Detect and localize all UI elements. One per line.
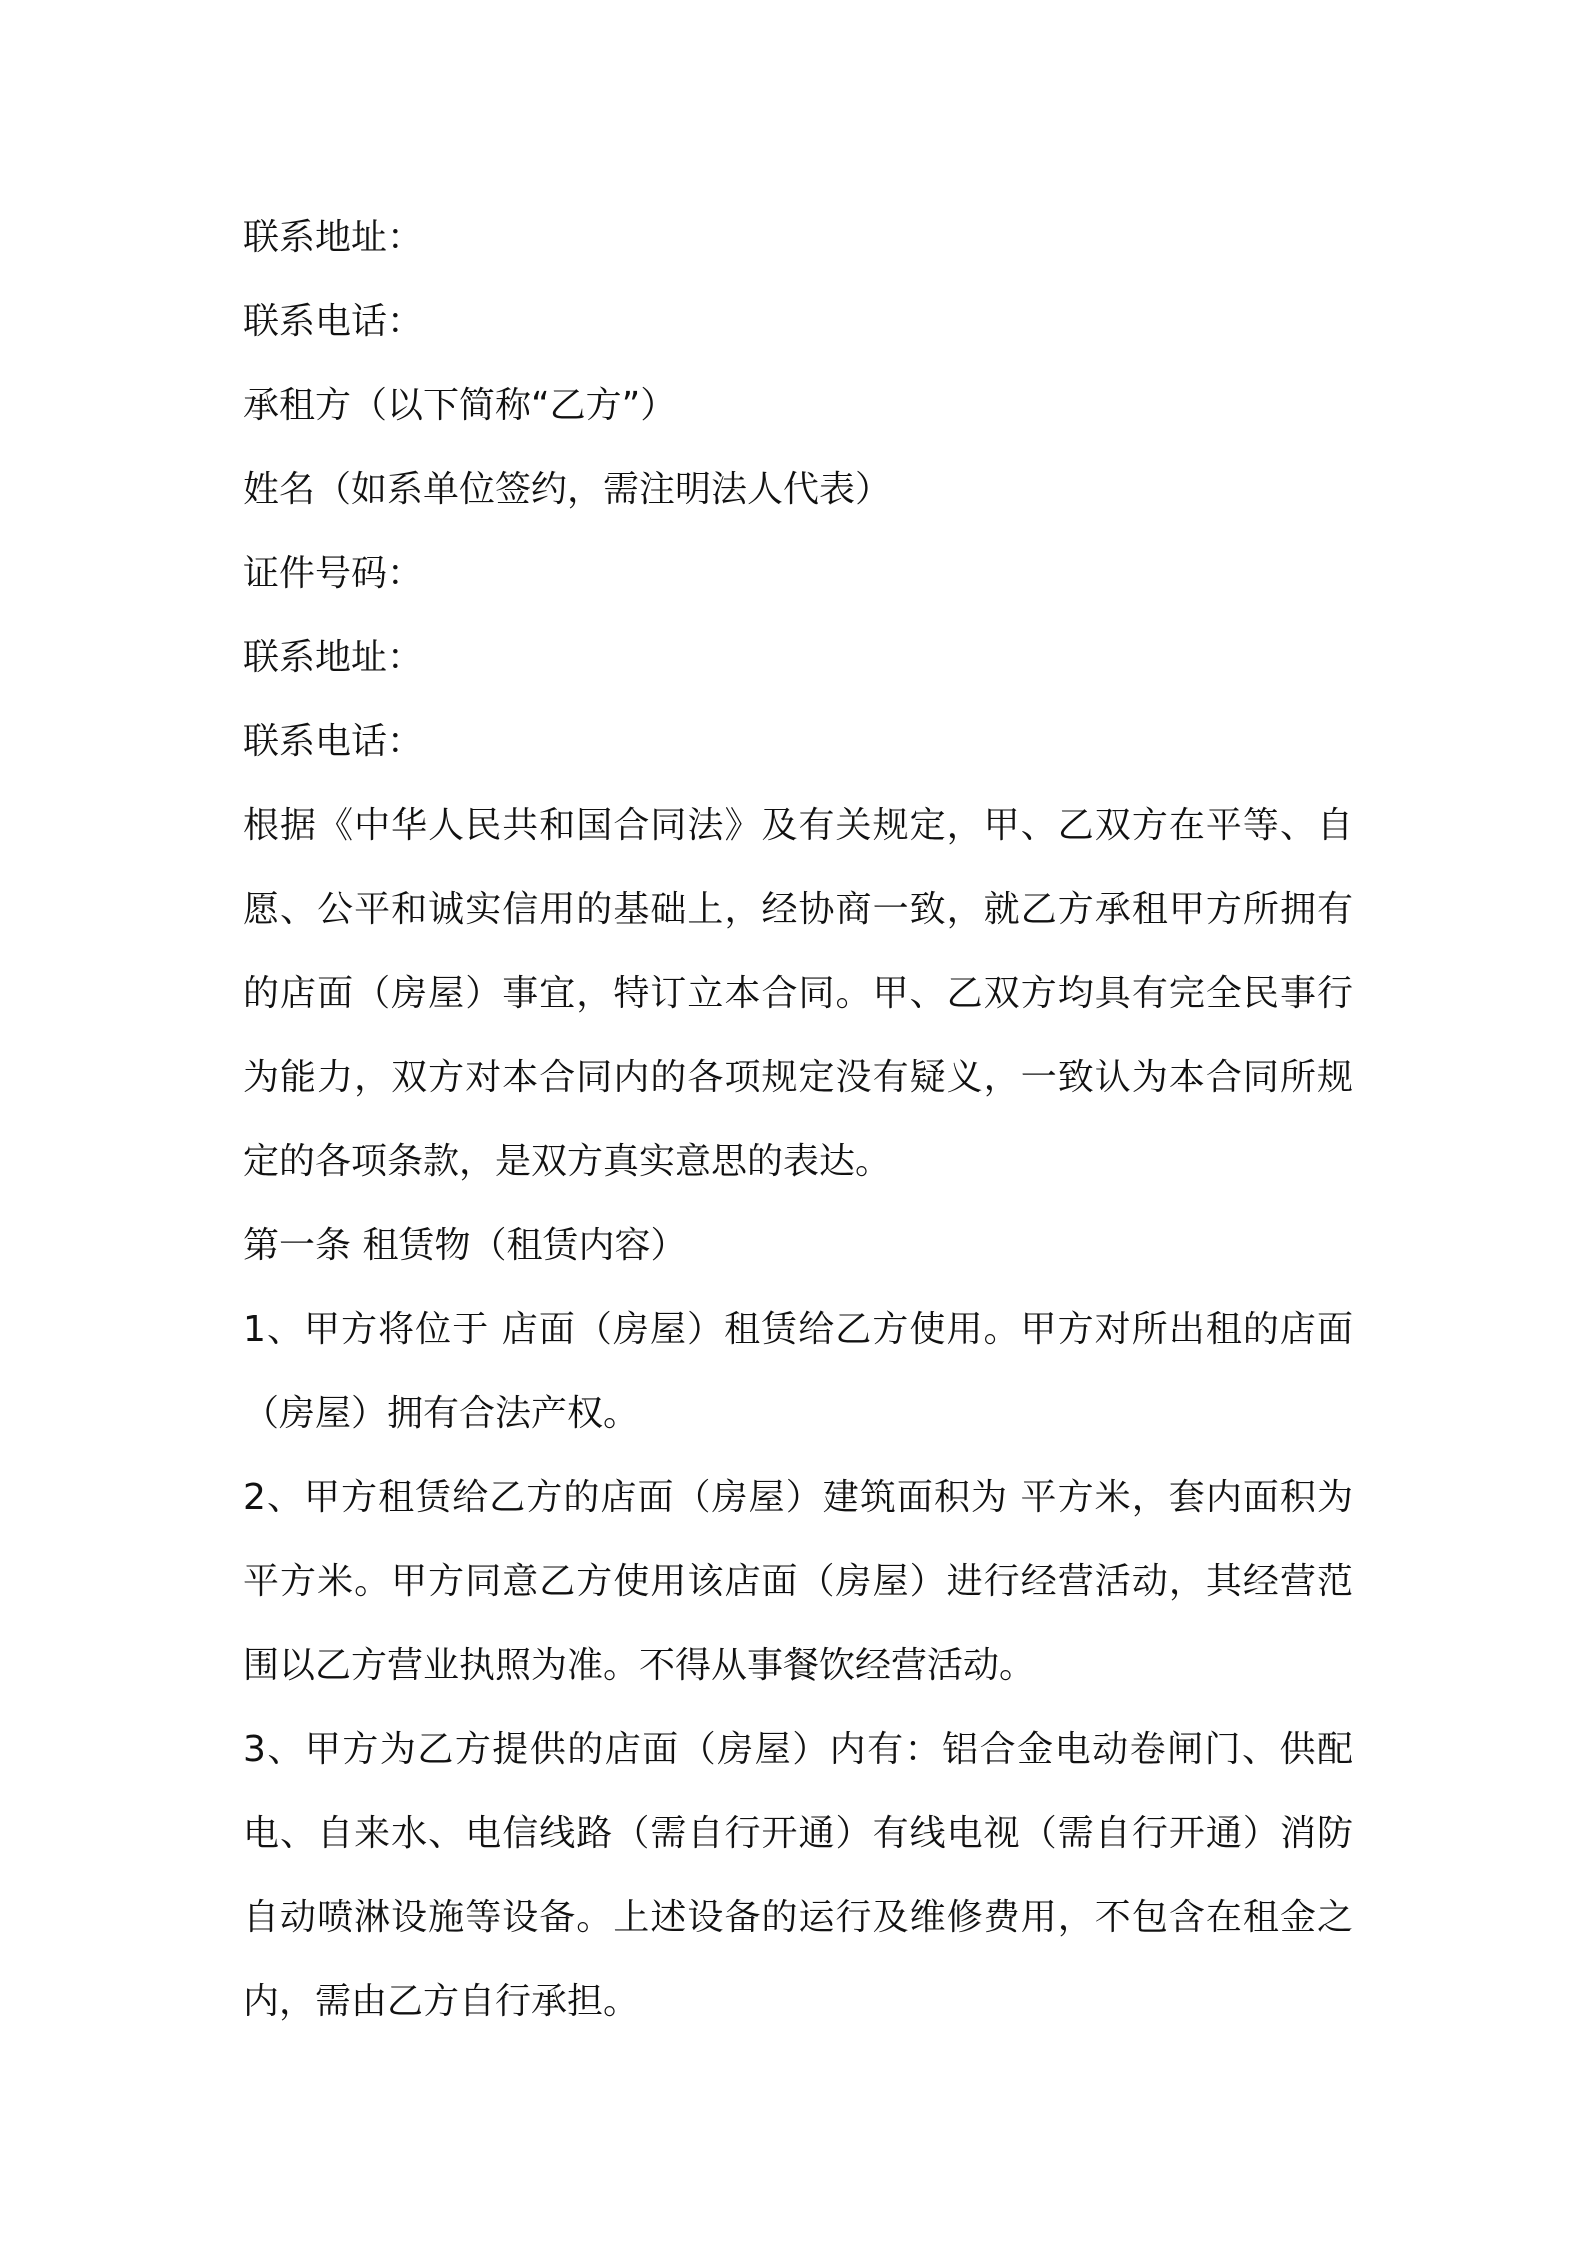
lessee-id-label: 证件号码： — [243, 553, 424, 594]
contract-body — [243, 196, 1353, 2044]
preamble-paragraph: 根据《中华人民共和国合同法》及有关规定，甲、乙双方在平等、自愿、公平和诚实信用的基础上，经协商一致，就乙方承租甲方所拥有的店面（房屋）事宜，特订立本合同。甲、乙双方均具有完全民事行为能力，双方对本合同内的各项规定没有疑义，一致认为本合同所规定的各项条款，是双方真实意思的表达。 — [243, 805, 1353, 1182]
lessee-address-label: 联系地址： — [243, 637, 424, 678]
lessor-phone-label: 联系电话： — [243, 301, 424, 342]
lessor-address-label: 联系地址： — [243, 217, 424, 258]
lessee-header: 承租方（以下简称“乙方”） — [243, 385, 677, 426]
article-1-item-2: 2、甲方租赁给乙方的店面（房屋）建筑面积为 平方米，套内面积为 平方米。甲方同意乙方使用该店面（房屋）进行经营活动，其经营范围以乙方营业执照为准。不得从事餐饮经营活动。 — [243, 1477, 1353, 1686]
article-1-item-1: 1、甲方将位于 店面（房屋）租赁给乙方使用。甲方对所出租的店面（房屋）拥有合法产权。 — [243, 1309, 1353, 1434]
lessee-name-label: 姓名（如系单位签约，需注明法人代表） — [243, 469, 892, 510]
lessee-phone-label: 联系电话： — [243, 721, 424, 762]
article-1-title: 第一条 租赁物（租赁内容） — [243, 1225, 687, 1266]
article-1-item-3: 3、甲方为乙方提供的店面（房屋）内有：铝合金电动卷闸门、供配电、自来水、电信线路（需自行开通）有线电视（需自行开通）消防自动喷淋设施等设备。上述设备的运行及维修费用，不包含在租金之内，需由乙方自行承担。 — [243, 1729, 1353, 2022]
